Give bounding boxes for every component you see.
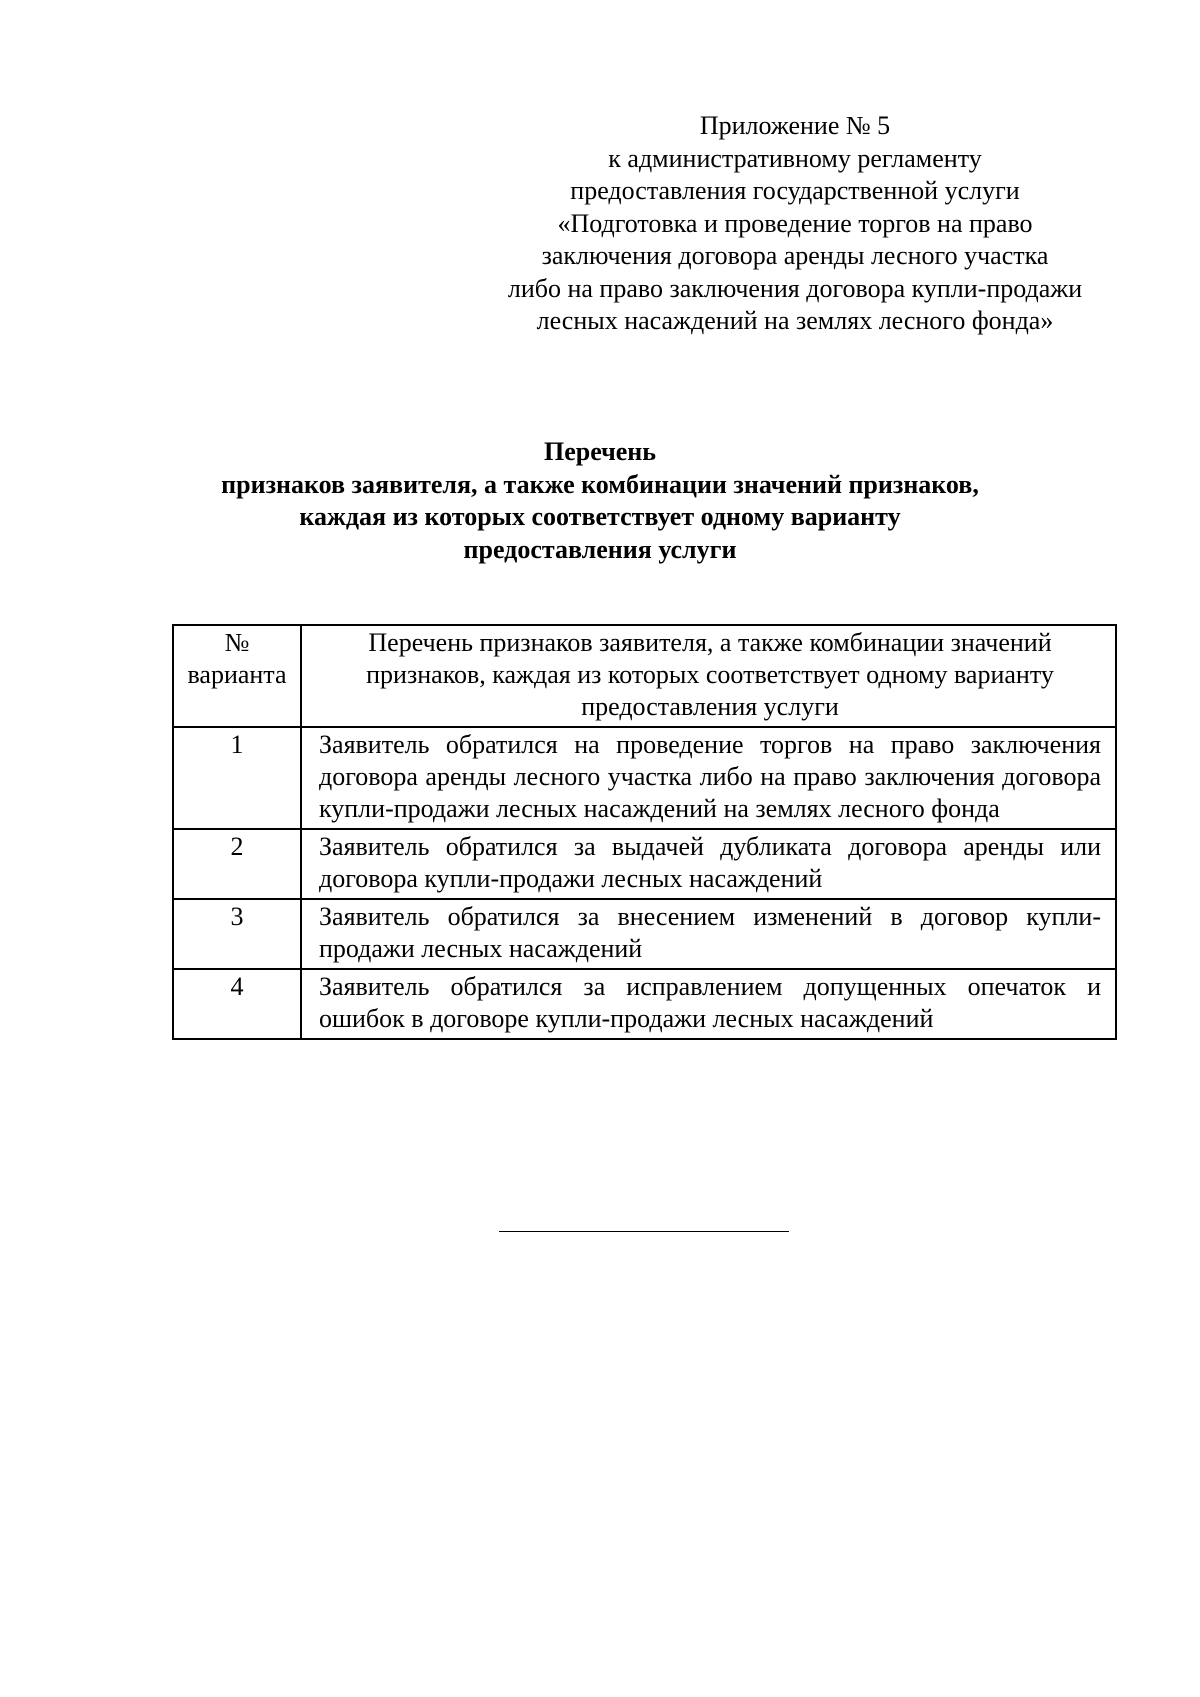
variant-criteria-cell: Заявитель обратился на проведение торгов на право заключения договора аренды лесного участка либо на право заключения договора купли-продажи лесных насаждений на землях лесного фонда [301,727,1116,829]
closing-rule [499,1231,789,1232]
appendix-line: Приложение № 5 [699,111,891,140]
variant-number-cell: 4 [173,969,301,1039]
appendix-line: заключения договора аренды лесного участка [541,241,1049,270]
title-line: каждая из которых соответствует одному варианту [299,502,901,531]
header-criteria: Перечень признаков заявителя, а также комбинации значений признаков, каждая из которых соответствует одному варианту предоставления услуги [301,625,1116,727]
variant-criteria-cell: Заявитель обратился за исправлением допущенных опечаток и ошибок в договоре купли-продажи лесных насаждений [301,969,1116,1039]
title-line: Перечень [543,437,657,466]
appendix-line: к административному регламенту [608,143,982,173]
table-row [173,899,1116,969]
table-row [173,969,1116,1039]
variant-criteria-cell: Заявитель обратился за выдачей дубликата договора аренды или договора купли-продажи лесных насаждений [301,829,1116,899]
appendix-header [470,110,1120,338]
variant-number-cell: 2 [173,829,301,899]
variants-table [172,624,1117,1040]
appendix-line: либо на право заключения договора купли-продажи [507,273,1083,303]
header-variant-number: № варианта [173,625,301,727]
appendix-line: лесных насаждений на землях лесного фонда» [536,306,1054,335]
title-line: предоставления услуги [463,534,737,564]
document-title [140,436,1060,566]
variant-criteria-cell: Заявитель обратился за внесением изменений в договор купли-продажи лесных насаждений [301,899,1116,969]
table-row [173,727,1116,829]
variant-number-cell: 1 [173,727,301,829]
appendix-line: предоставления государственной услуги [570,176,1020,205]
variant-number-cell: 3 [173,899,301,969]
table-row [173,829,1116,899]
table-header-row [173,625,1116,727]
appendix-line: «Подготовка и проведение торгов на право [557,208,1033,238]
title-line: признаков заявителя, а также комбинации значений признаков, [221,469,979,499]
